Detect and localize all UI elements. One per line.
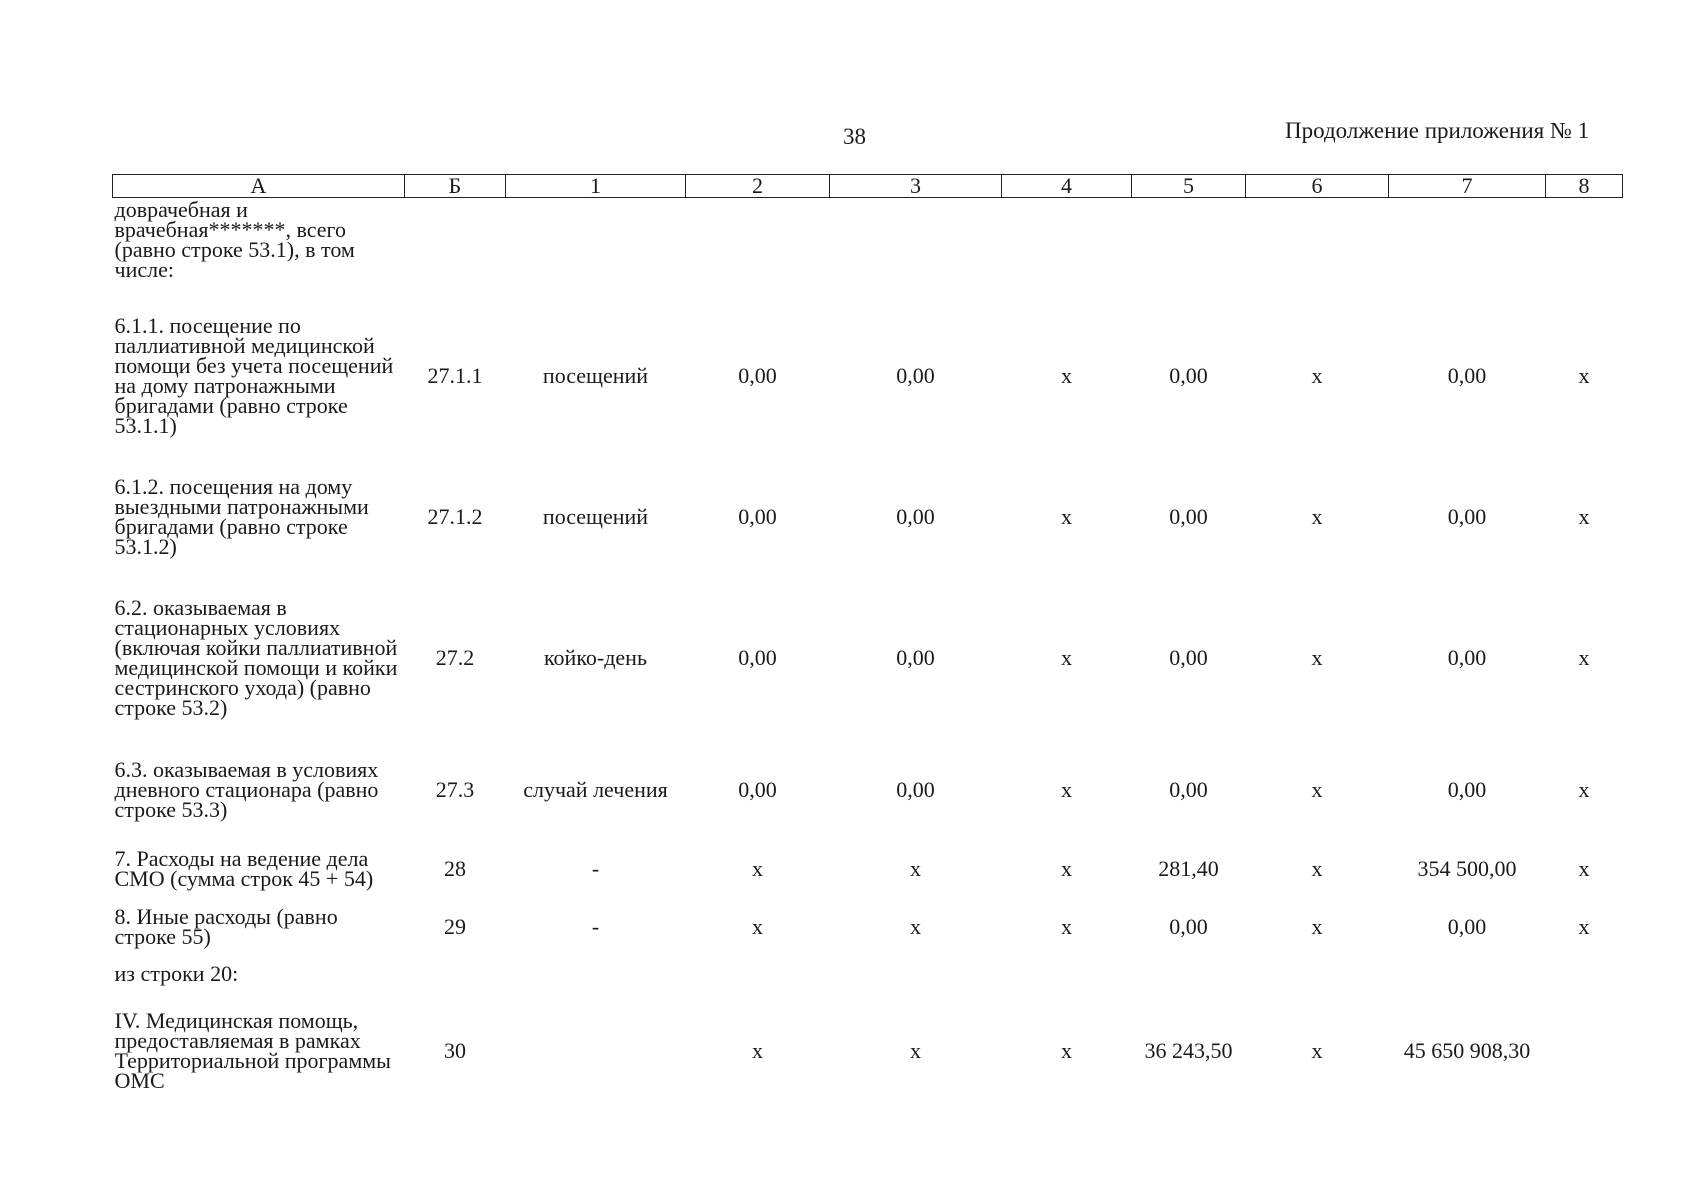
cell-value: 281,40 xyxy=(1158,856,1219,881)
row-description: 6.1.1. посещение по паллиативной медицинской помощи без учета посещений на дому патронажными бригадами (равно строке 53.1.1) xyxy=(114,313,394,438)
row-code: 30 xyxy=(444,1038,466,1063)
row-description: 6.1.2. посещения на дому выездными патронажными бригадами (равно строке 53.1.2) xyxy=(114,474,369,559)
row-unit: случай лечения xyxy=(523,777,668,802)
cell-value: х xyxy=(1311,914,1323,939)
row-description: IV. Медицинская помощь, предоставляемая в рамках Территориальной программы ОМС xyxy=(114,1008,391,1093)
header-cell: 5 xyxy=(1132,175,1246,198)
row-code: 29 xyxy=(444,914,466,939)
header-row xyxy=(113,175,1623,198)
row-unit xyxy=(506,996,686,1106)
cell-value: 0,00 xyxy=(1169,777,1208,802)
cell-value: х xyxy=(1311,777,1323,802)
cell-value: 45 650 908,30 xyxy=(1403,1038,1531,1063)
cell-value: 0,00 xyxy=(1169,645,1208,670)
cell-value xyxy=(830,952,1002,996)
cell-value: х xyxy=(1578,914,1590,939)
row-code: 27.2 xyxy=(435,645,475,670)
cell-value: х xyxy=(1061,856,1072,881)
cell-value: 0,00 xyxy=(896,504,935,529)
table-row xyxy=(113,902,1623,952)
table-row xyxy=(113,952,1623,996)
table-row xyxy=(113,744,1623,836)
row-unit: посещений xyxy=(542,504,649,529)
cell-value: х xyxy=(1578,856,1590,881)
header-cell: 4 xyxy=(1002,175,1132,198)
cell-value: х xyxy=(910,1038,921,1063)
cell-value: х xyxy=(1578,645,1590,670)
cell-value: 0,00 xyxy=(1169,914,1208,939)
cell-value xyxy=(1546,996,1623,1106)
cell-value: 0,00 xyxy=(896,645,935,670)
row-code xyxy=(405,952,506,996)
header-cell: 1 xyxy=(506,175,686,198)
header-cell: 3 xyxy=(830,175,1002,198)
cell-value: х xyxy=(910,856,921,881)
cell-value: х xyxy=(752,856,763,881)
header-cell: А xyxy=(113,175,405,198)
cell-value: х xyxy=(1311,504,1323,529)
cell-value: 0,00 xyxy=(1447,363,1487,388)
cell-value: 0,00 xyxy=(1447,777,1487,802)
row-unit: - xyxy=(591,856,600,881)
cell-value: х xyxy=(1311,645,1323,670)
data-table xyxy=(112,174,1623,1106)
cell-value: х xyxy=(1061,504,1072,529)
cell-value: 0,00 xyxy=(738,363,777,388)
row-code: 28 xyxy=(444,856,466,881)
row-description: 8. Иные расходы (равно строке 55) xyxy=(114,904,338,949)
header-cell: 7 xyxy=(1389,175,1546,198)
cell-value: 354 500,00 xyxy=(1417,856,1517,881)
cell-value: х xyxy=(1061,645,1072,670)
cell-value: х xyxy=(1578,363,1590,388)
row-unit xyxy=(506,952,686,996)
appendix-label: Продолжение приложения № 1 xyxy=(1285,118,1590,143)
table-row xyxy=(113,836,1623,902)
header-cell: 2 xyxy=(686,175,830,198)
cell-value xyxy=(686,952,830,996)
cell-value xyxy=(1246,952,1389,996)
cell-value: х xyxy=(1578,777,1590,802)
cell-value: х xyxy=(1311,363,1323,388)
header-cell: 8 xyxy=(1546,175,1623,198)
cell-value xyxy=(1132,952,1246,996)
cell-value: 0,00 xyxy=(1169,363,1208,388)
cell-value xyxy=(1002,952,1132,996)
row-code: 27.3 xyxy=(435,777,475,802)
cell-value: х xyxy=(1061,1038,1072,1063)
table-row xyxy=(113,572,1623,744)
row-unit: койко-день xyxy=(543,645,647,670)
cell-value: 0,00 xyxy=(738,777,777,802)
cell-value: 0,00 xyxy=(896,777,935,802)
row-unit: - xyxy=(591,914,600,939)
cell-value: 0,00 xyxy=(738,504,777,529)
table-row xyxy=(113,462,1623,572)
table-row xyxy=(113,198,1623,281)
cell-value: 0,00 xyxy=(896,363,935,388)
row-description: 6.3. оказываемая в условиях дневного стационара (равно строке 53.3) xyxy=(114,757,379,822)
page-number: 38 xyxy=(843,124,866,149)
row-code: 27.1.2 xyxy=(427,504,483,529)
cell-value: х xyxy=(752,914,763,939)
cell-value: 0,00 xyxy=(1447,504,1487,529)
row-code: 27.1.1 xyxy=(427,363,483,388)
table-row xyxy=(113,996,1623,1106)
cell-value: 0,00 xyxy=(1447,914,1487,939)
cell-value: х xyxy=(910,914,921,939)
row-description: доврачебная и врачебная*******, всего (равно строке 53.1), в том числе: xyxy=(114,197,355,282)
cell-value: х xyxy=(1061,777,1072,802)
table-row xyxy=(113,280,1623,462)
row-unit: посещений xyxy=(542,363,649,388)
header-cell: Б xyxy=(405,175,506,198)
cell-value xyxy=(1546,952,1623,996)
cell-value: х xyxy=(1311,1038,1323,1063)
cell-value xyxy=(1389,952,1546,996)
cell-value: х xyxy=(1061,914,1072,939)
cell-value: 0,00 xyxy=(1447,645,1487,670)
row-description: 6.2. оказываемая в стационарных условиях (включая койки паллиативной медицинской помощи и койки сестринского ухода) (равно строке 53.2) xyxy=(114,595,398,720)
row-description: из строки 20: xyxy=(114,961,239,986)
cell-value: х xyxy=(1311,856,1323,881)
cell-value: х xyxy=(752,1038,763,1063)
cell-value: 0,00 xyxy=(738,645,777,670)
header-cell: 6 xyxy=(1246,175,1389,198)
row-description: 7. Расходы на ведение дела СМО (сумма строк 45 + 54) xyxy=(114,846,374,891)
cell-value: 0,00 xyxy=(1169,504,1208,529)
cell-value: 36 243,50 xyxy=(1144,1038,1233,1063)
cell-value: х xyxy=(1061,363,1072,388)
cell-value: х xyxy=(1578,504,1590,529)
